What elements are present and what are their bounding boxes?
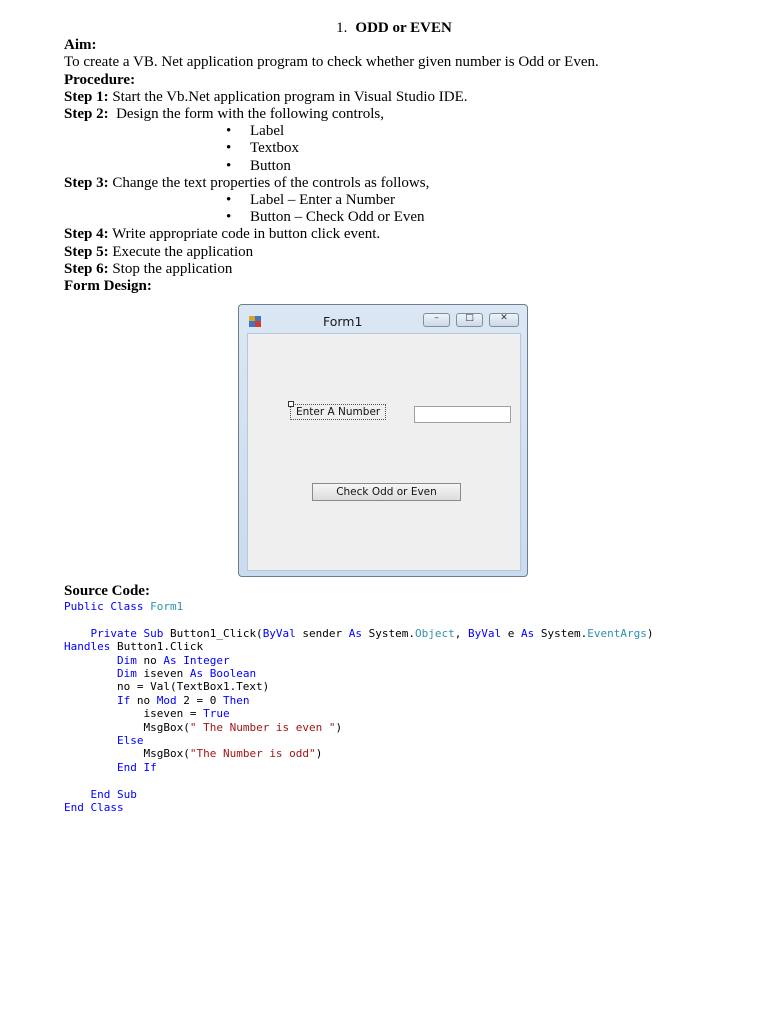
procedure-heading: Procedure:: [64, 71, 136, 88]
code-line: Private Sub Button1_Click(ByVal sender As System.Object, ByVal e As System.EventArgs): [64, 626, 654, 640]
source-code-block: [64, 600, 654, 815]
window-caption: Form1: [323, 314, 363, 329]
step-4: Step 4: Write appropriate code in button click event.: [64, 226, 381, 243]
aim-text: To create a VB. Net application program to check whether given number is Odd or Even.: [64, 54, 599, 71]
step-3: Step 3: Change the text properties of the controls as follows,: [64, 174, 430, 191]
code-line: End If: [116, 760, 157, 774]
code-line: [64, 774, 654, 787]
minimize-button[interactable]: [423, 313, 450, 327]
code-line: Handles Button1.Click: [64, 640, 204, 654]
maximize-icon: □: [465, 313, 474, 323]
code-line: Public Class Form1: [64, 600, 184, 613]
source-code-heading: Source Code:: [64, 583, 150, 599]
form-client-area: [247, 333, 521, 571]
code-line: If no Mod 2 = 0 Then: [116, 693, 250, 707]
list-item: • Textbox: [226, 140, 704, 157]
code-line: Dim iseven As Boolean: [116, 667, 257, 681]
step-5: Step 5: Execute the application: [64, 243, 254, 260]
code-line: MsgBox("The Number is odd"): [64, 747, 323, 761]
code-line: iseven = True: [64, 707, 230, 721]
page-title: [84, 20, 704, 37]
enter-number-label: Enter A Number: [290, 404, 386, 420]
code-line: End Class: [64, 801, 124, 815]
step-6: Step 6: Stop the application: [64, 260, 233, 277]
step-1: Step 1: Start the Vb.Net application program in Visual Studio IDE.: [64, 88, 468, 105]
window-titlebar[interactable]: [239, 305, 527, 333]
list-item: • Label: [226, 123, 704, 140]
code-line: MsgBox(" The Number is even "): [64, 720, 343, 734]
minimize-icon: –: [434, 313, 439, 323]
code-line: Else: [116, 734, 144, 748]
code-line: End Sub: [90, 787, 137, 801]
form-design-heading: Form Design:: [64, 278, 152, 295]
number-textbox[interactable]: [414, 406, 511, 423]
list-item: • Label – Enter a Number: [226, 192, 704, 209]
list-item: • Button: [226, 158, 704, 175]
document-body: [64, 20, 704, 295]
check-odd-even-button[interactable]: Check Odd or Even: [312, 483, 461, 501]
close-icon: ✕: [500, 313, 508, 323]
form-app-icon: [249, 316, 261, 327]
code-line: [64, 613, 654, 626]
maximize-button[interactable]: [456, 313, 483, 327]
text-properties-list: [226, 192, 704, 226]
list-item: • Button – Check Odd or Even: [226, 209, 704, 226]
controls-list: [226, 123, 704, 175]
title-number: 1.: [336, 20, 348, 36]
title-text: ODD or EVEN: [355, 20, 452, 36]
selection-handle[interactable]: [288, 401, 294, 407]
code-line: no = Val(TextBox1.Text): [64, 680, 270, 694]
form1-window: [238, 304, 528, 577]
close-button[interactable]: [489, 313, 519, 327]
code-line: Dim no As Integer: [116, 653, 230, 667]
aim-heading: Aim:: [64, 37, 97, 54]
step-2: Step 2: Design the form with the following controls,: [64, 106, 384, 123]
